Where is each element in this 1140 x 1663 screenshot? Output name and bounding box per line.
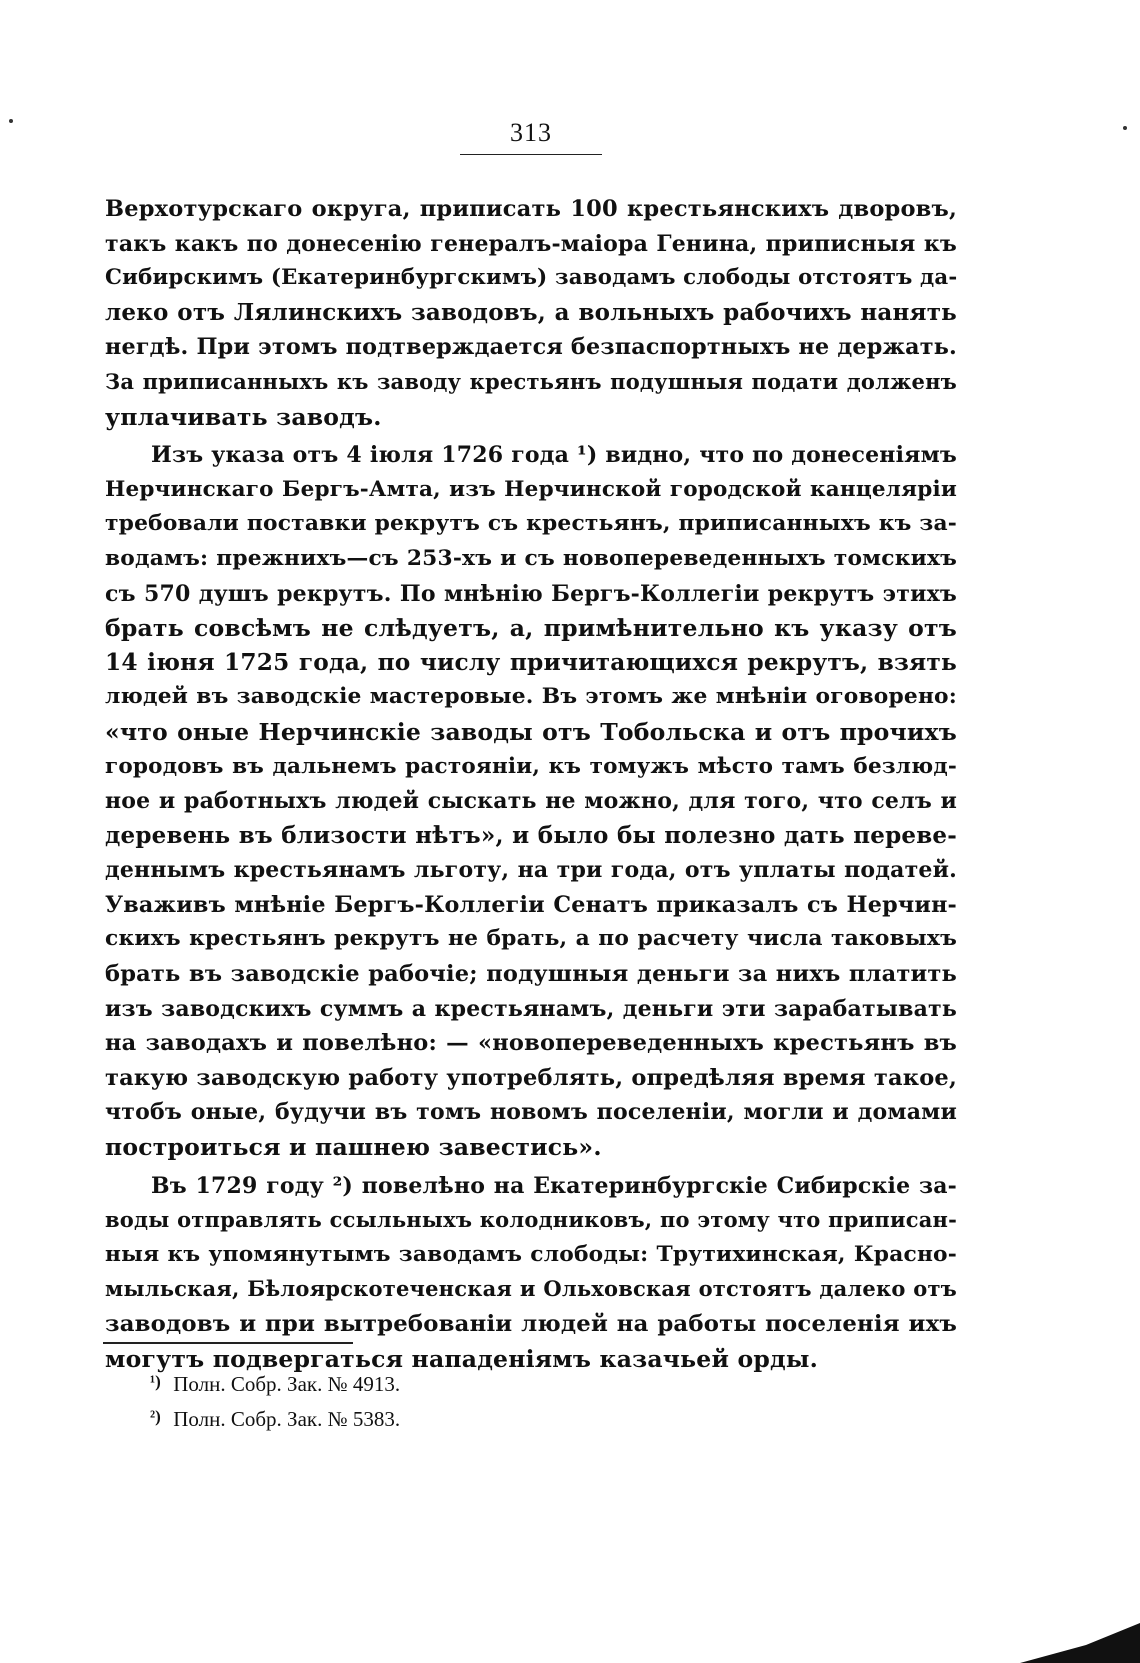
text-line: скихъ крестьянъ рекрутъ не брать, а по расчету числа таковыхъ xyxy=(105,926,957,952)
text-line: построиться и пашнею завестись». xyxy=(105,1133,602,1162)
paragraph xyxy=(105,1169,957,1377)
footnote-rule xyxy=(103,1342,353,1344)
text-line: брать въ заводскіе рабочіе; подушныя деньги за нихъ платить xyxy=(105,961,957,988)
text-line: могутъ подвергаться нападеніямъ казачьей орды. xyxy=(105,1344,818,1373)
text-line: Уваживъ мнѣніе Бергъ-Коллегіи Сенатъ приказалъ съ Нерчин- xyxy=(105,891,957,918)
text-line: городовъ въ дальнемъ растояніи, къ томужъ мѣсто тамъ безлюд- xyxy=(105,753,957,779)
paragraph xyxy=(105,192,957,434)
footnote-mark: ¹) xyxy=(150,1372,161,1391)
text-line: такъ какъ по донесенію генералъ-маіора Генина, приписныя къ xyxy=(105,230,957,257)
footnote-text: Полн. Собр. Зак. № 4913. xyxy=(173,1372,401,1396)
text-line: ныя къ упомянутымъ заводамъ слободы: Трутихинская, Красно- xyxy=(105,1241,957,1267)
text-line: 14 іюня 1725 года, по числу причитающихся рекрутъ, взять xyxy=(105,648,957,676)
text-line: заводовъ и при вытребованіи людей на работы поселенія ихъ xyxy=(105,1311,957,1337)
scan-smudge xyxy=(1020,1623,1140,1663)
text-line: Сибирскимъ (Екатеринбургскимъ) заводамъ слободы отстоятъ да- xyxy=(105,265,958,291)
text-line: брать совсѣмъ не слѣдуетъ, а, примѣнительно къ указу отъ xyxy=(105,614,957,643)
page-number: 313 xyxy=(510,118,552,147)
footnote xyxy=(150,1367,400,1402)
text-line: ное и работныхъ людей сыскать не можно, для того, что селъ и xyxy=(105,788,957,815)
text-line: водамъ: прежнихъ—съ 253-хъ и съ новопереведенныхъ томскихъ xyxy=(105,545,957,571)
text-line: деревень въ близости нѣтъ», и было бы полезно дать переве- xyxy=(105,821,957,849)
text-line: воды отправлять ссыльныхъ колодниковъ, по этому что приписан- xyxy=(105,1207,957,1233)
text-line: Нерчинскаго Бергъ-Амта, изъ Нерчинской городской канцеляріи xyxy=(105,476,957,502)
paragraph xyxy=(105,438,957,1164)
text-line: на заводахъ и повелѣно: — «новопереведенныхъ крестьянъ въ xyxy=(105,1030,957,1057)
text-line: изъ заводскихъ суммъ а крестьянамъ, деньги эти зарабатывать xyxy=(105,995,957,1022)
text-line: чтобъ оные, будучи въ томъ новомъ поселеніи, могли и домами xyxy=(105,1099,957,1126)
text-line: деннымъ крестьянамъ льготу, на три года, отъ уплаты податей. xyxy=(105,857,957,884)
text-line: леко отъ Лялинскихъ заводовъ, а вольныхъ рабочихъ нанять xyxy=(105,298,957,326)
text-line: людей въ заводскіе мастеровые. Въ этомъ же мнѣніи оговорено: xyxy=(105,684,957,710)
footnote-text: Полн. Собр. Зак. № 5383. xyxy=(173,1407,401,1431)
text-line: съ 570 душъ рекрутъ. По мнѣнію Бергъ-Коллегіи рекрутъ этихъ xyxy=(105,580,957,607)
text-line: такую заводскую работу употреблять, опредѣляя время такое, xyxy=(105,1064,957,1091)
text-line: За приписанныхъ къ заводу крестьянъ подушныя подати долженъ xyxy=(105,368,957,394)
body-text xyxy=(105,192,957,1376)
text-line: Изъ указа отъ 4 іюля 1726 года ¹) видно, что по донесеніямъ xyxy=(151,442,957,469)
scan-speck xyxy=(1123,126,1127,130)
page-number-rule xyxy=(460,154,602,155)
text-line: негдѣ. При этомъ подтверждается безпаспортныхъ не держать. xyxy=(105,334,957,361)
text-line: Въ 1729 году ²) повелѣно на Екатеринбургскіе Сибирскіе за- xyxy=(151,1172,957,1199)
text-line: уплачивать заводъ. xyxy=(105,402,382,431)
text-line: мыльская, Бѣлоярскотеченская и Ольховская отстоятъ далеко отъ xyxy=(105,1276,957,1302)
footnote xyxy=(150,1402,400,1437)
footnotes xyxy=(150,1367,400,1437)
text-line: требовали поставки рекрутъ съ крестьянъ, приписанныхъ къ за- xyxy=(105,511,957,537)
scan-speck xyxy=(9,119,13,123)
footnote-mark: ²) xyxy=(150,1407,161,1426)
text-line: «что оные Нерчинскіе заводы отъ Тобольска и отъ прочихъ xyxy=(105,717,957,746)
text-line: Верхотурскаго округа, приписать 100 крестьянскихъ дворовъ, xyxy=(105,196,957,222)
